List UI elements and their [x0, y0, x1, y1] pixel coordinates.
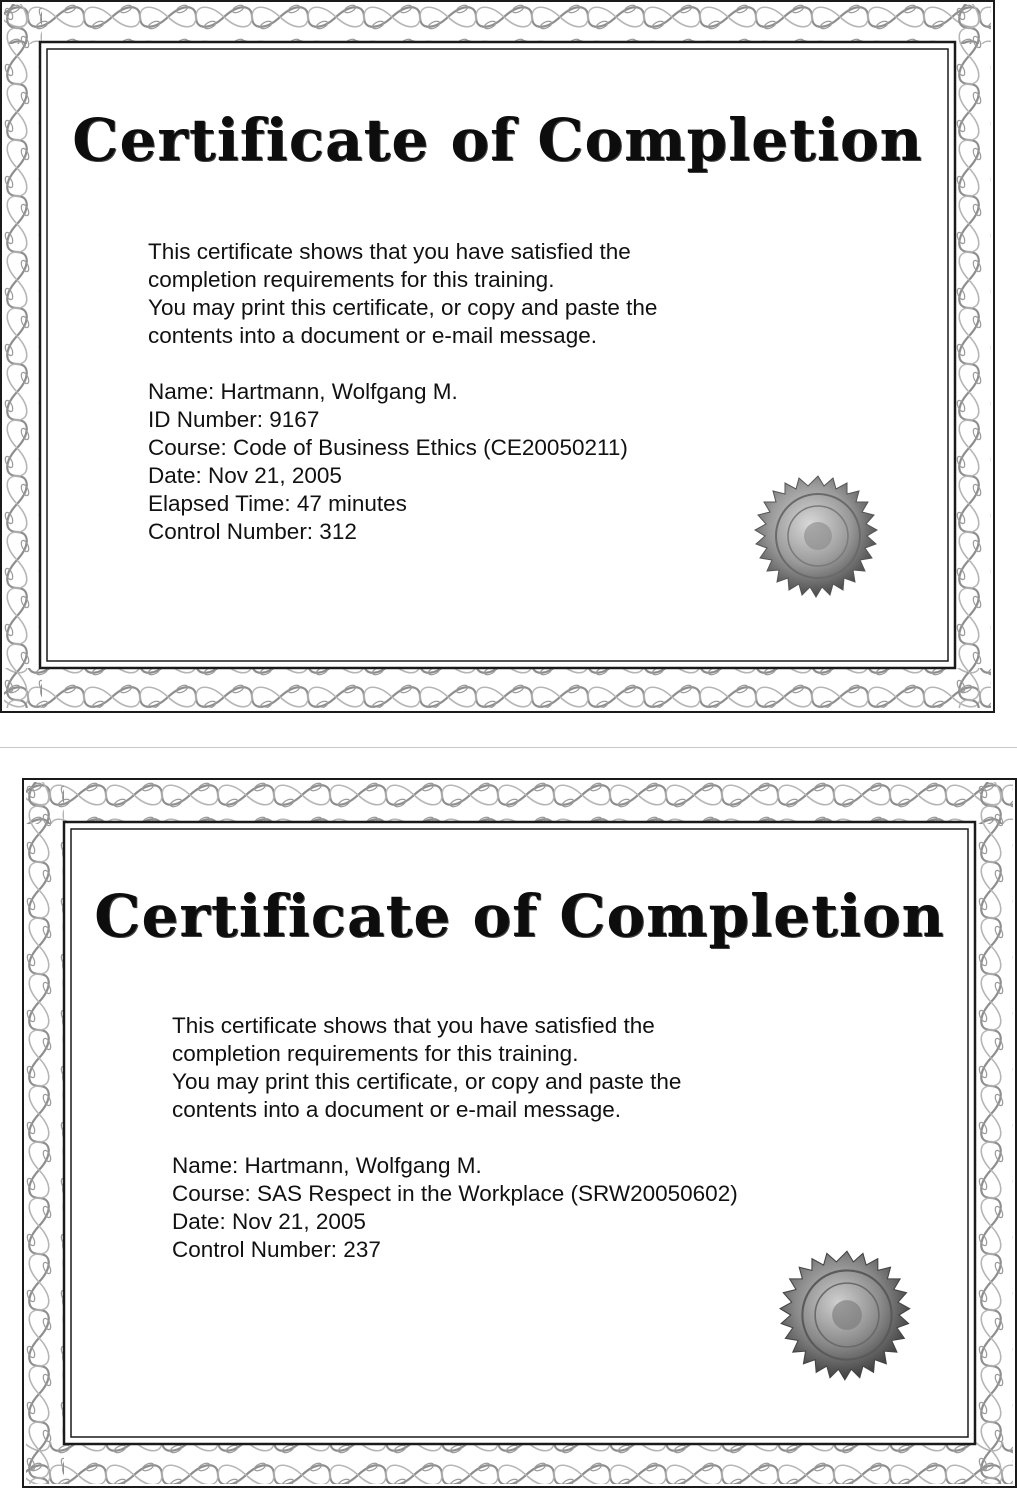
certificate-title: Certificate of Completion [94, 882, 945, 950]
gold-seal-icon [738, 456, 898, 616]
date-field: Date: Nov 21, 2005 [148, 463, 342, 488]
course-field: Course: Code of Business Ethics (CE20050211) [148, 435, 628, 460]
certificate-body [172, 1012, 872, 1264]
intro-line: completion requirements for this training. [172, 1041, 579, 1066]
certificate-2 [22, 778, 1017, 1488]
gold-seal-icon [762, 1230, 932, 1400]
certificate-title: Certificate of Completion [72, 106, 923, 174]
page-divider [0, 747, 1017, 748]
date-field: Date: Nov 21, 2005 [172, 1209, 366, 1234]
intro-line: This certificate shows that you have satisfied the [148, 239, 631, 264]
intro-line: completion requirements for this training. [148, 267, 555, 292]
intro-line: This certificate shows that you have satisfied the [172, 1013, 655, 1038]
course-field: Course: SAS Respect in the Workplace (SRW20050602) [172, 1181, 738, 1206]
name-field: Name: Hartmann, Wolfgang M. [172, 1153, 482, 1178]
intro-line: You may print this certificate, or copy and paste the [172, 1069, 682, 1094]
control-number-field: Control Number: 237 [172, 1237, 381, 1262]
elapsed-time-field: Elapsed Time: 47 minutes [148, 491, 407, 516]
intro-line: contents into a document or e-mail message. [148, 323, 597, 348]
certificate-body [148, 238, 768, 546]
id-number-field: ID Number: 9167 [148, 407, 320, 432]
intro-line: contents into a document or e-mail message. [172, 1097, 621, 1122]
intro-line: You may print this certificate, or copy and paste the [148, 295, 658, 320]
name-field: Name: Hartmann, Wolfgang M. [148, 379, 458, 404]
control-number-field: Control Number: 312 [148, 519, 357, 544]
certificate-1 [0, 0, 995, 713]
